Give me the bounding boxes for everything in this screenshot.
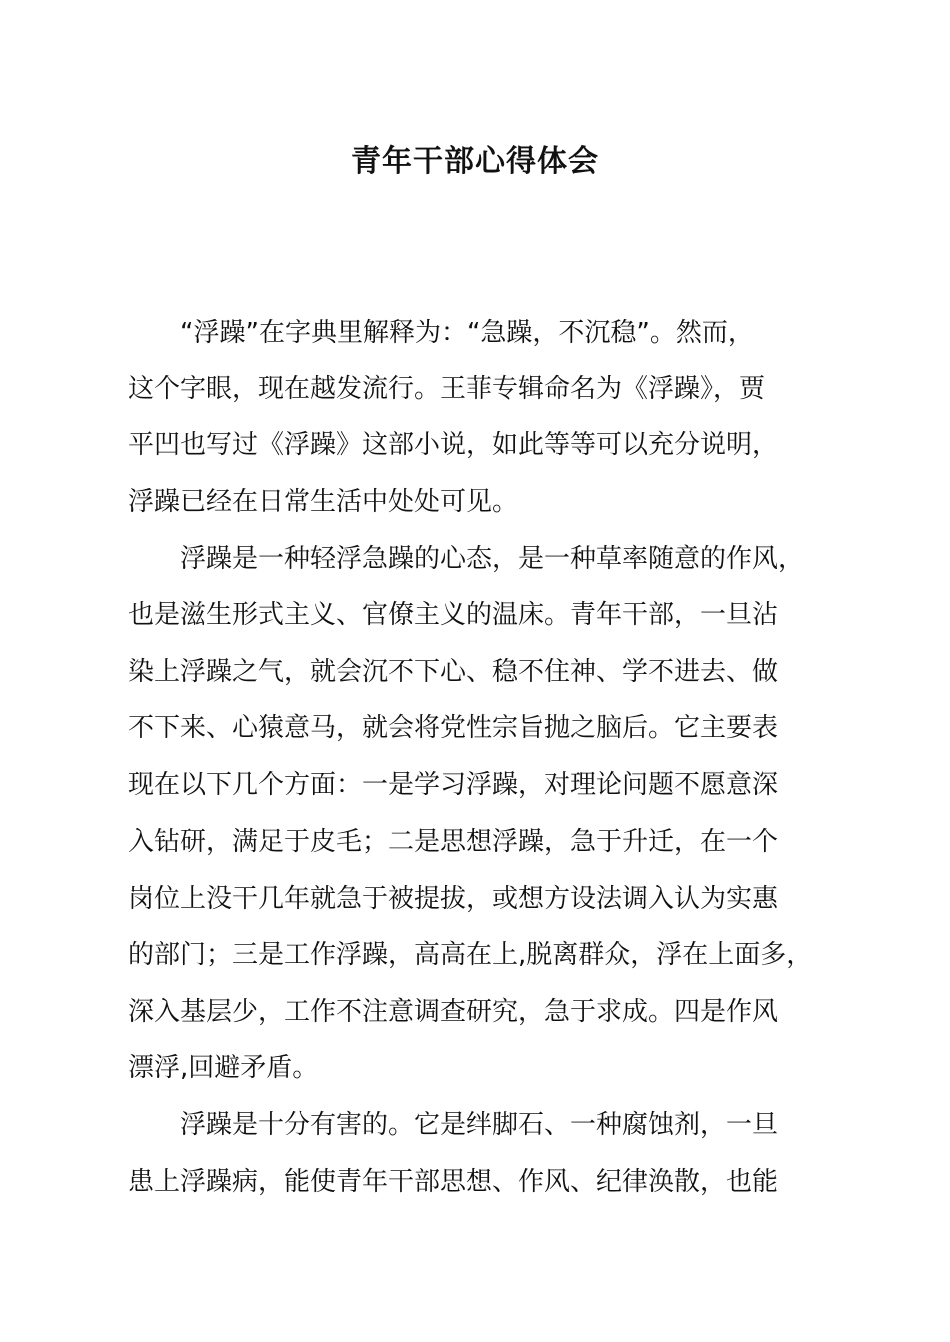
document-title: 青年干部心得体会 [351, 144, 599, 179]
text-line: 浮躁是一种轻浮急躁的心态，是一种草率随意的作风， [128, 544, 805, 574]
text-line: 浮躁是十分有害的。它是绊脚石、一种腐蚀剂，一旦 [128, 1110, 779, 1140]
text-line: “浮躁”在字典里解释为：“急躁，不沉稳”。然而， [128, 318, 754, 348]
text-line: 不下来、心猿意马，就会将党性宗旨抛之脑后。它主要表 [128, 713, 779, 743]
text-line: 浮躁已经在日常生活中处处可见。 [128, 487, 519, 517]
text-line: 的部门；三是工作浮躁，高高在上,脱离群众，浮在上面多， [128, 940, 813, 970]
text-line: 岗位上没干几年就急于被提拔，或想方设法调入认为实惠 [128, 884, 779, 914]
text-line: 也是滋生形式主义、官僚主义的温床。青年干部，一旦沾 [128, 600, 779, 630]
text-line: 平凹也写过《浮躁》这部小说，如此等等可以充分说明， [128, 430, 779, 460]
text-line: 这个字眼，现在越发流行。王菲专辑命名为《浮躁》，贾 [128, 374, 766, 404]
text-line: 患上浮躁病，能使青年干部思想、作风、纪律涣散，也能 [128, 1167, 779, 1197]
text-line: 入钻研，满足于皮毛；二是思想浮躁，急于升迁，在一个 [128, 827, 779, 857]
text-line: 现在以下几个方面：一是学习浮躁，对理论问题不愿意深 [128, 770, 779, 800]
text-line: 深入基层少，工作不注意调查研究，急于求成。四是作风 [128, 997, 779, 1027]
text-line: 染上浮躁之气，就会沉不下心、稳不住神、学不进去、做 [128, 657, 779, 687]
text-line: 漂浮,回避矛盾。 [128, 1053, 319, 1083]
